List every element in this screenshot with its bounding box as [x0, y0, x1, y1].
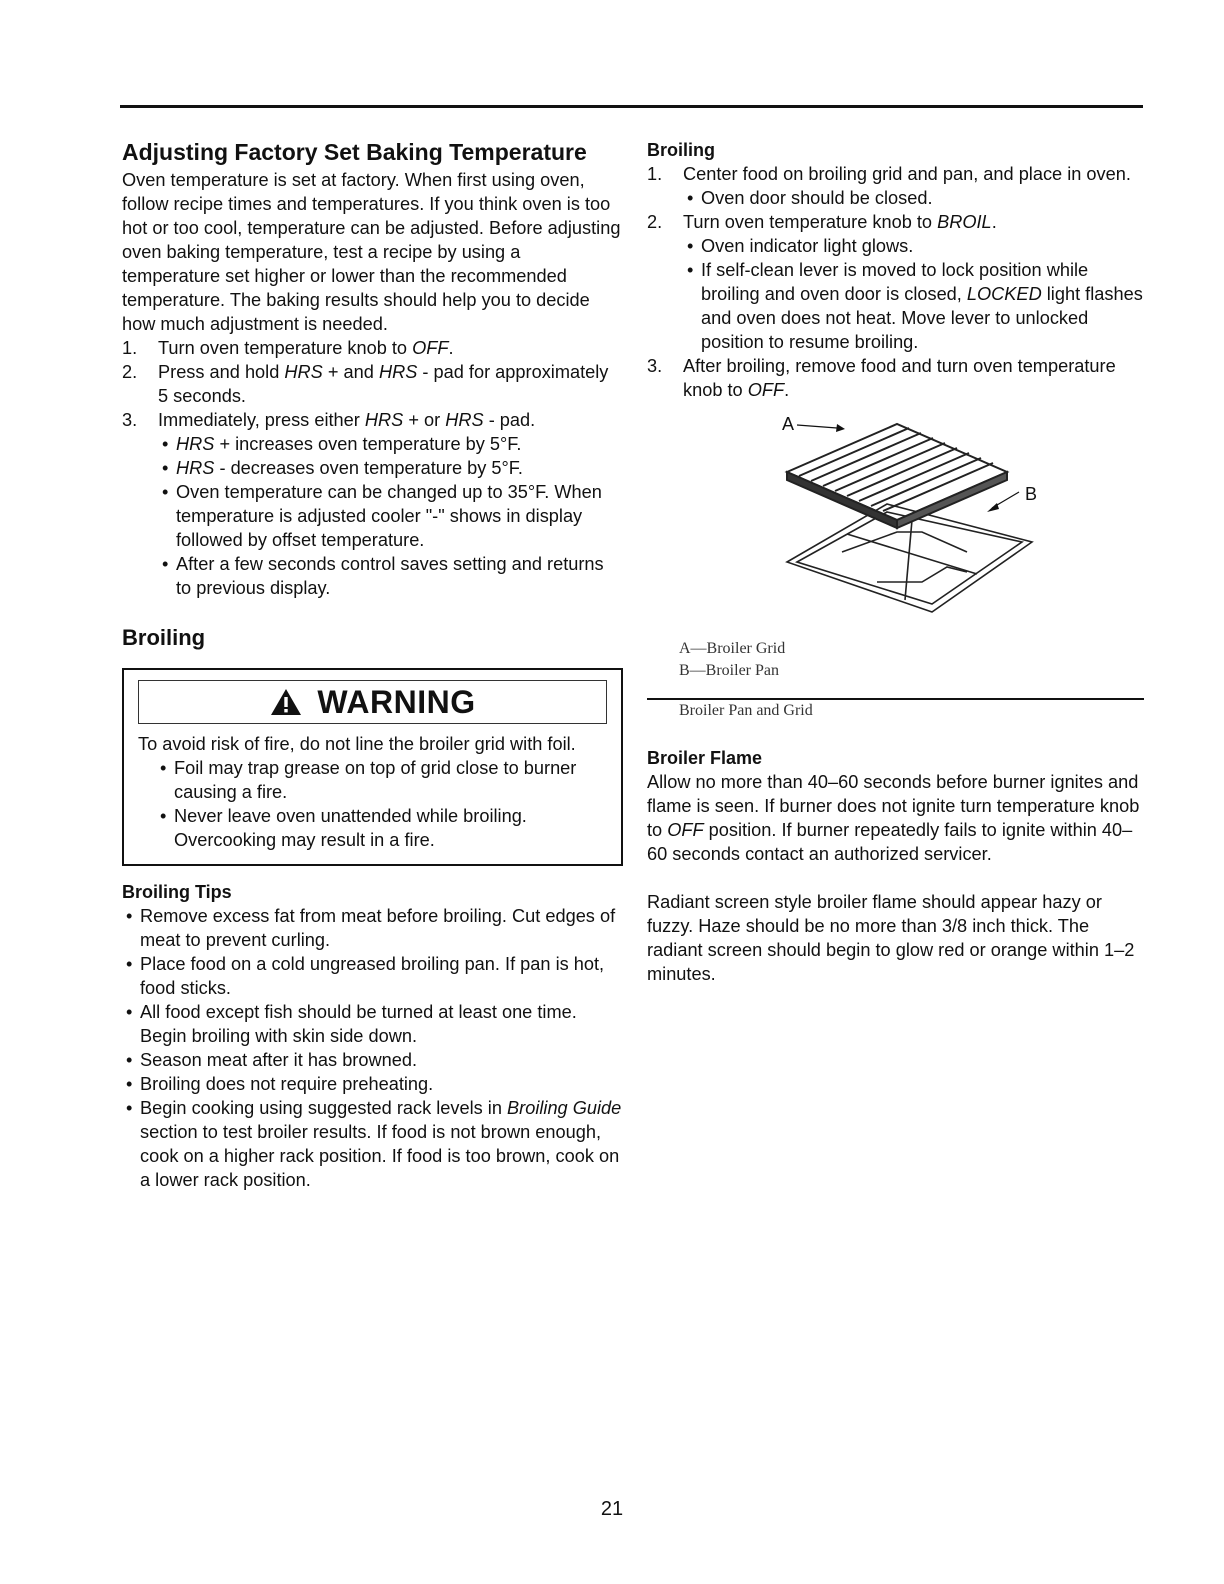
- figure-caption: Broiler Pan and Grid: [679, 702, 813, 719]
- broiling-steps: [647, 162, 1144, 402]
- adjusting-step-2: 2. Press and hold HRS + and HRS - pad for approximately 5 seconds.: [122, 362, 609, 406]
- adjusting-step-1: 1. Turn oven temperature knob to OFF.: [122, 338, 454, 358]
- step-2-bullets: [683, 234, 1144, 354]
- list-item: • Oven indicator light glows.: [683, 234, 1144, 258]
- list-item: • HRS + increases oven temperature by 5°F.: [158, 432, 622, 456]
- warning-bullets: [156, 756, 607, 852]
- list-item: • Begin cooking using suggested rack levels in Broiling Guide section to test broiler results. If food is not brown enough, cook on a higher rack position. If food is too brown, cook on a lower rack position.: [122, 1096, 622, 1192]
- list-item: • Oven temperature can be changed up to 35°F. When temperature is adjusted cooler "-" shows in display followed by offset temperature.: [158, 480, 622, 552]
- figure-legend: [679, 638, 1144, 682]
- legend-a: A—Broiler Grid: [679, 640, 786, 657]
- list-item: • Remove excess fat from meat before broiling. Cut edges of meat to prevent curling.: [122, 904, 622, 952]
- adjusting-step-3: 3. Immediately, press either HRS + or HRS - pad. • HRS + increases oven temperature by 5°F. • HRS - decreases oven temperature by 5°F. • Oven temperature can be changed up to 35°F. When temperature is adjusted cooler "-" shows in display followed by offset temperature. • After a few seconds control saves setting and returns to previous display.: [122, 408, 622, 600]
- adjusting-intro: Oven temperature is set at factory. When first using oven, follow recipe times and temperatures. If you think oven is too hot or too cool, temperature can be adjusted. Before adjusting oven baking temperature, test a recipe by using a temperature set higher or lower than the recommended temperature. The baking results should help you to decide how much adjustment is needed.: [122, 170, 621, 334]
- list-item: • If self-clean lever is moved to lock position while broiling and oven door is closed, LOCKED light flashes and oven does not heat. Move lever to unlocked position to resume broiling.: [683, 258, 1144, 354]
- list-item: • Season meat after it has browned.: [122, 1048, 622, 1072]
- broiling-step-3: 3. After broiling, remove food and turn oven temperature knob to OFF.: [647, 356, 1116, 400]
- list-item: • Broiling does not require preheating.: [122, 1072, 622, 1096]
- list-item: • All food except fish should be turned at least one time. Begin broiling with skin side down.: [122, 1000, 622, 1048]
- figure-label-b: B: [1025, 484, 1038, 504]
- list-item: • Oven door should be closed.: [683, 186, 1144, 210]
- broiling-step-2: 2. Turn oven temperature knob to BROIL. • Oven indicator light glows. • If self-clean lever is moved to lock position while broiling and oven door is closed, LOCKED light flashes and oven does not heat. Move lever to unlocked position to resume broiling.: [647, 210, 1144, 354]
- broiling-title: Broiling: [122, 625, 206, 650]
- step-3-bullets: [158, 432, 622, 600]
- list-item: • Place food on a cold ungreased broiling pan. If pan is hot, food sticks.: [122, 952, 622, 1000]
- list-item: • Never leave oven unattended while broiling. Overcooking may result in a fire.: [156, 804, 607, 852]
- adjusting-steps: [122, 336, 622, 600]
- warning-label: WARNING: [317, 684, 476, 720]
- warning-header: [138, 680, 607, 724]
- list-item: • After a few seconds control saves setting and returns to previous display.: [158, 552, 622, 600]
- label-a-arrow: [797, 425, 837, 428]
- adjusting-title: Adjusting Factory Set Baking Temperature: [122, 139, 587, 165]
- label-a-arrowhead: [836, 424, 845, 432]
- broiling-step-1: 1. Center food on broiling grid and pan, and place in oven. • Oven door should be closed.: [647, 162, 1144, 210]
- broiler-figure: [647, 402, 1144, 702]
- list-item: • HRS - decreases oven temperature by 5°F.: [158, 456, 622, 480]
- broiler-pan-grid-illustration: [647, 402, 1144, 632]
- broiling-tips-list: [122, 904, 622, 1192]
- legend-b: B—Broiler Pan: [679, 662, 779, 679]
- top-rule: [120, 105, 1143, 108]
- warning-box: [122, 668, 623, 866]
- figure-label-a: A: [782, 414, 795, 434]
- list-item: • Foil may trap grease on top of grid close to burner causing a fire.: [156, 756, 607, 804]
- broiler-grid-drawing: [787, 424, 1007, 528]
- left-column: [122, 138, 622, 1192]
- broiler-flame-title: Broiler Flame: [647, 748, 763, 768]
- broiling-tips-title: Broiling Tips: [122, 882, 232, 902]
- broiler-flame-paragraph-1: Allow no more than 40–60 seconds before burner ignites and flame is seen. If burner does not ignite turn temperature knob to OFF position. If burner repeatedly fails to ignite within 40–60 seconds contact an authorized servicer.: [647, 772, 1140, 864]
- page-number: 21: [600, 1498, 624, 1520]
- warning-text: To avoid risk of fire, do not line the broiler grid with foil.: [138, 734, 576, 754]
- right-column: [647, 138, 1144, 986]
- step-1-bullets: [683, 186, 1144, 210]
- label-b-arrowhead: [987, 503, 999, 512]
- warning-triangle-icon: [269, 687, 303, 717]
- broiler-flame-paragraph-2: Radiant screen style broiler flame should appear hazy or fuzzy. Haze should be no more than 3/8 inch thick. The radiant screen should begin to glow red or orange within 1–2 minutes.: [647, 892, 1135, 984]
- broiling-steps-title: Broiling: [647, 140, 715, 160]
